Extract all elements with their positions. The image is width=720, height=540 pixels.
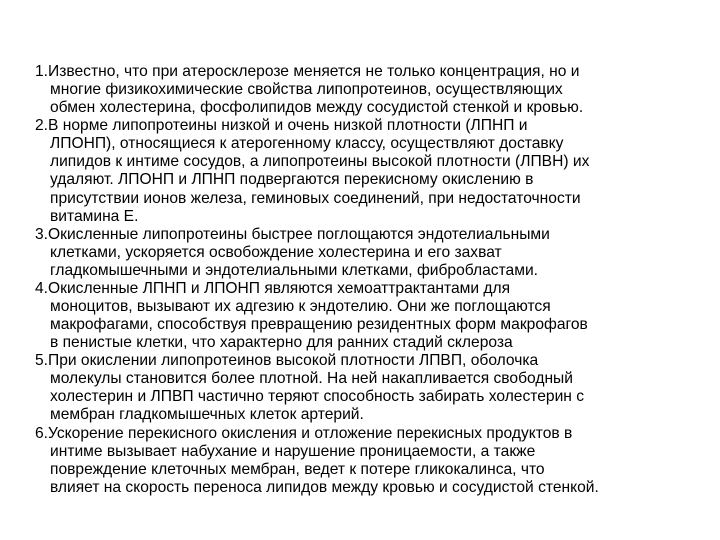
item-4-line-1: 4.Окисленные ЛПНП и ЛПОНП являются хемоаттрактантами для	[35, 279, 511, 297]
list-item-3	[30, 226, 702, 280]
item-2-line-4: удаляют. ЛПОНП и ЛПНП подвергаются перекисному окислению в	[50, 171, 534, 189]
item-3-line-1: 3.Окисленные липопротеины быстрее поглощаются эндотелиальными	[35, 225, 550, 243]
item-2-line-2: ЛПОНП), относящиеся к атерогенному классу, осуществляют доставку	[50, 135, 564, 153]
list-item-1	[30, 63, 702, 117]
item-2-line-6: витамина Е.	[50, 207, 139, 225]
item-1-line-3: обмен холестерина, фосфолипидов между сосудистой стенкой и кровью.	[50, 99, 584, 117]
list-item-2	[30, 117, 702, 225]
item-3-line-3: гладкомышечными и эндотелиальными клетками, фибробластами.	[50, 261, 538, 279]
item-4-line-4: в пенистые клетки, что характерно для ранних стадий склероза	[50, 334, 513, 352]
item-5-line-4: мембран гладкомышечных клеток артерий.	[50, 406, 364, 424]
item-2-line-3: липидов к интиме сосудов, а липопротеины высокой плотности (ЛПВН) их	[50, 153, 590, 171]
item-4-line-2: моноцитов, вызывают их адгезию к эндотелию. Они же поглощаются	[50, 298, 551, 316]
item-6-line-1: 6.Ускорение перекисного окисления и отложение перекисных продуктов в	[35, 424, 573, 442]
item-5-line-2: молекулы становится более плотной. На ней накапливается свободный	[50, 370, 573, 388]
item-5-line-3: холестерин и ЛПВП частично теряют способность забирать холестерин с	[50, 388, 585, 406]
item-2-line-1: 2.В норме липопротеины низкой и очень низкой плотности (ЛПНП и	[35, 117, 528, 135]
item-6-line-2: интиме вызывает набухание и нарушение проницаемости, а также	[50, 442, 536, 460]
list-item-4	[30, 280, 702, 352]
item-5-line-1: 5.При окислении липопротеинов высокой плотности ЛПВП, оболочка	[35, 352, 539, 370]
item-6-line-3: повреждение клеточных мембран, ведет к потере гликокалинса, что	[50, 460, 545, 478]
numbered-text-block	[30, 63, 702, 497]
item-1-line-1: 1.Известно, что при атеросклерозе меняется не только концентрация, но и	[35, 63, 580, 80]
item-6-line-4: влияет на скорость переноса липидов между кровью и сосудистой стенкой.	[50, 478, 599, 496]
list-item-6	[30, 425, 702, 497]
item-3-line-2: клетками, ускоряется освобождение холестерина и его захват	[50, 243, 502, 261]
item-1-line-2: многие физикохимические свойства липопротеинов, осуществляющих	[50, 81, 563, 99]
item-4-line-3: макрофагами, способствуя превращению резидентных форм макрофагов	[50, 316, 588, 334]
item-2-line-5: присутствии ионов железа, геминовых соединений, при недостаточности	[50, 189, 581, 207]
list-item-5	[30, 352, 702, 424]
